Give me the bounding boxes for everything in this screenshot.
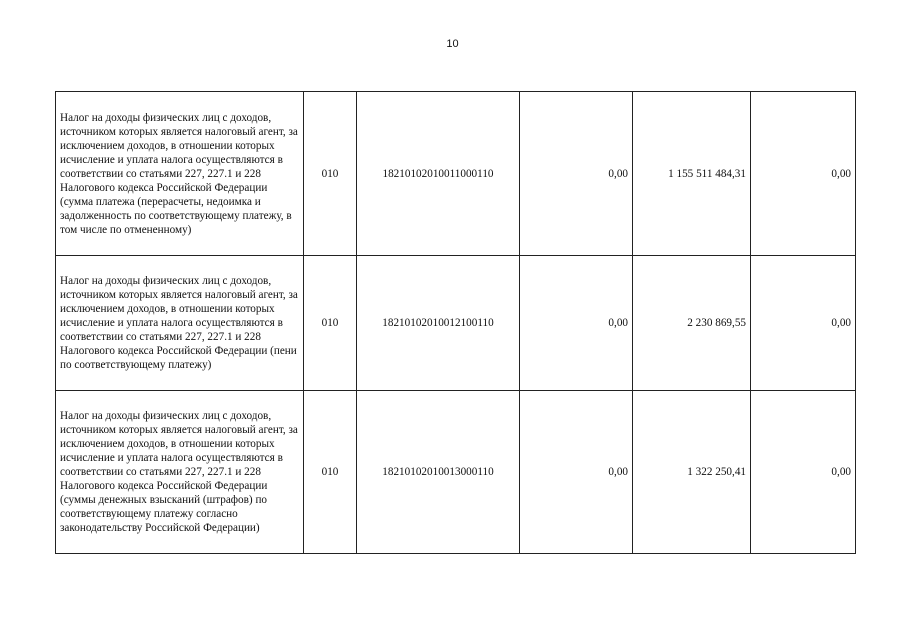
revenue-name-cell: Налог на доходы физических лиц с доходов, источником которых является налоговый агент, за исключением доходов, в отношении которых исчисление и уплата налога осуществляются в соответствии со статьями 227, 227.1 и 228 Налогового кодекса Российской Федерации (сумма платежа (перерасчеты, недоимка и задолженность по соответствующему платежу, в том числе по отмененному) <box>56 92 304 256</box>
amount-cell-3: 0,00 <box>751 256 856 391</box>
amount-cell-1: 0,00 <box>520 92 633 256</box>
line-code-cell: 010 <box>304 92 357 256</box>
amount-cell-3: 0,00 <box>751 92 856 256</box>
amount-cell-1: 0,00 <box>520 391 633 554</box>
page-number: 10 <box>446 38 459 50</box>
revenue-name-cell: Налог на доходы физических лиц с доходов, источником которых является налоговый агент, за исключением доходов, в отношении которых исчисление и уплата налога осуществляются в соответствии со статьями 227, 227.1 и 228 Налогового кодекса Российской Федерации (суммы денежных взысканий (штрафов) по соответствующему платежу согласно законодательству Российской Федерации) <box>56 391 304 554</box>
table-row <box>56 92 856 256</box>
revenue-name-cell: Налог на доходы физических лиц с доходов, источником которых является налоговый агент, за исключением доходов, в отношении которых исчисление и уплата налога осуществляются в соответствии со статьями 227, 227.1 и 228 Налогового кодекса Российской Федерации (пени по соответствующему платежу) <box>56 256 304 391</box>
line-code-cell: 010 <box>304 391 357 554</box>
amount-cell-2: 1 322 250,41 <box>633 391 751 554</box>
line-code-cell: 010 <box>304 256 357 391</box>
budget-classification-code-cell: 18210102010012100110 <box>357 256 520 391</box>
table-row <box>56 391 856 554</box>
amount-cell-3: 0,00 <box>751 391 856 554</box>
amount-cell-2: 1 155 511 484,31 <box>633 92 751 256</box>
amount-cell-1: 0,00 <box>520 256 633 391</box>
revenue-table <box>55 91 856 554</box>
amount-cell-2: 2 230 869,55 <box>633 256 751 391</box>
budget-classification-code-cell: 18210102010013000110 <box>357 391 520 554</box>
table-row <box>56 256 856 391</box>
budget-classification-code-cell: 18210102010011000110 <box>357 92 520 256</box>
